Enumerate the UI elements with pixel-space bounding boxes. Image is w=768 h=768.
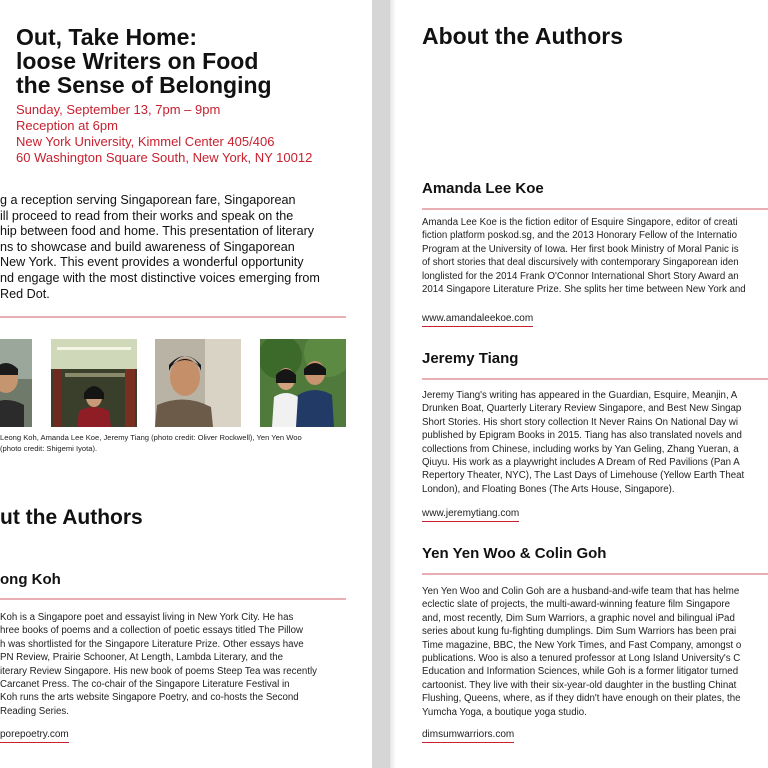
author-bio-jeremy xyxy=(422,389,744,496)
event-reception: Reception at 6pm xyxy=(16,118,118,133)
author-bio-woo-goh xyxy=(422,585,741,719)
event-venue: New York University, Kimmel Center 405/406 xyxy=(16,134,275,149)
event-title xyxy=(16,25,272,97)
bio-line: h was shortlisted for the Singapore Literature Prize. Other essays have xyxy=(0,638,304,650)
event-description xyxy=(0,193,320,302)
caption-line: (photo credit: Shigemi Iyota). xyxy=(0,443,98,453)
section-heading-authors: About the Authors xyxy=(422,23,624,49)
bio-line: London), and Floating Bones (The Arts House, Singapore). xyxy=(422,483,675,495)
bio-line: iterary Review Singapore. His new book of poems Steep Tea was recently xyxy=(0,665,317,677)
caption-line: Leong Koh, Amanda Lee Koe, Jeremy Tiang (photo credit: Oliver Rockwell), Yen Yen Woo xyxy=(0,433,302,442)
bio-line: Time magazine, BBC, the New York Times, and Fast Company, amongst o xyxy=(422,639,742,651)
event-details xyxy=(16,102,312,166)
bio-line: Amanda Lee Koe is the fiction editor of Esquire Singapore, editor of creati xyxy=(422,217,738,228)
intro-line: g a reception serving Singaporean fare, Singaporean xyxy=(0,193,296,207)
divider xyxy=(0,598,346,600)
bio-line: PN Review, Prairie Schooner, At Length, Lambda Literary, and the xyxy=(0,652,284,664)
author-heading-koh: ong Koh xyxy=(0,571,61,588)
bio-line: longlisted for the 2014 Frank O'Connor International Short Story Award an xyxy=(422,270,739,282)
bio-line: collections from Chinese, including works by Yan Geling, Zhang Yueran, a xyxy=(422,443,739,455)
author-link-koh[interactable]: porepoetry.com xyxy=(0,728,69,743)
author-photo-koh xyxy=(0,339,32,427)
divider xyxy=(422,378,768,380)
author-heading-amanda: Amanda Lee Koe xyxy=(422,180,544,197)
author-bio-amanda xyxy=(422,216,746,296)
bio-line: Carcanet Press. The co-chair of the Singapore Literature Festival in xyxy=(0,678,290,690)
author-photo-woo-goh xyxy=(260,339,346,427)
bio-line: Flushing, Queens, where, as if they didn't have enough on their plates, the xyxy=(422,693,741,705)
right-page xyxy=(390,0,768,768)
bio-line: Koh is a Singapore poet and essayist living in New York City. He has xyxy=(0,612,294,623)
title-line: Out, Take Home: xyxy=(16,24,198,50)
bio-line: and, most recently, Dim Sum Warriors, a graphic novel and bilingual iPad xyxy=(422,612,735,624)
bio-line: Yumcha Yoga, a boutique yoga studio. xyxy=(422,706,587,718)
bio-line: Jeremy Tiang's writing has appeared in the Guardian, Esquire, Meanjin, A xyxy=(422,390,738,401)
left-page xyxy=(0,0,372,768)
intro-line: nd engage with the most distinctive voices emerging from xyxy=(0,270,320,285)
intro-line: Red Dot. xyxy=(0,286,50,301)
section-heading-authors-left: ut the Authors xyxy=(0,506,143,529)
divider xyxy=(422,208,768,210)
photo-caption xyxy=(0,433,302,454)
bio-line: Short Stories. His short story collection It Never Rains On National Day wi xyxy=(422,416,739,428)
bio-line: Koh runs the arts website Singapore Poetry, and co-hosts the Second xyxy=(0,692,299,704)
author-photo-amanda xyxy=(51,339,137,427)
bio-line: 2014 Singapore Literature Prize. She splits her time between New York and xyxy=(422,283,746,295)
bio-line: Drunken Boat, Quarterly Literary Review Singapore, and Best New Singap xyxy=(422,403,742,415)
intro-line: ill proceed to read from their works and speak on the xyxy=(0,208,294,223)
author-heading-jeremy: Jeremy Tiang xyxy=(422,350,519,367)
title-line: loose Writers on Food xyxy=(16,48,259,74)
bio-line: Qiuyu. His work as a playwright includes A Dream of Red Pavilions (Pan A xyxy=(422,456,740,468)
bio-line: series about kung fu-fighting dumplings. Dim Sum Warriors has been prai xyxy=(422,626,737,638)
intro-line: New York. This event provides a wonderful opportunity xyxy=(0,255,304,270)
author-link-amanda[interactable]: www.amandaleekoe.com xyxy=(422,312,533,327)
bio-line: cartoonist. They live with their six-year-old daughter in the bustling Chinat xyxy=(422,679,737,691)
bio-line: of short stories that deal discursively with contemporary Singaporean iden xyxy=(422,257,739,269)
bio-line: eclectic slate of projects, the multi-award-winning feature film Singapore xyxy=(422,599,730,611)
bio-line: Education and Information Sciences, while Goh is a former litigator turned xyxy=(422,666,739,678)
bio-line: Reading Series. xyxy=(0,705,69,717)
bio-line: hree books of poems and a collection of poetic essays titled The Pillow xyxy=(0,625,303,637)
author-link-woo-goh[interactable]: dimsumwarriors.com xyxy=(422,728,514,743)
bio-line: Repertory Theater, NYC), The Last Days of Limehouse (Yellow Earth Theat xyxy=(422,470,745,482)
intro-line: hip between food and home. This presentation of literary xyxy=(0,224,315,239)
bio-line: Yen Yen Woo and Colin Goh are a husband-and-wife team that has helme xyxy=(422,586,740,597)
bio-line: fiction platform poskod.sg, and the 2013 Honorary Fellow of the Internatio xyxy=(422,230,738,242)
author-heading-woo-goh: Yen Yen Woo & Colin Goh xyxy=(422,545,607,562)
divider xyxy=(0,316,346,318)
event-date: Sunday, September 13, 7pm – 9pm xyxy=(16,102,221,117)
intro-line: ns to showcase and build awareness of Singaporean xyxy=(0,239,295,254)
bio-line: published by Epigram Books in 2015. Tiang has also translated novels and xyxy=(422,430,742,442)
author-link-jeremy[interactable]: www.jeremytiang.com xyxy=(422,507,519,522)
author-bio-koh xyxy=(0,611,317,718)
bio-line: Program at the University of Iowa. Her first book Ministry of Moral Panic is xyxy=(422,243,739,255)
author-photo-jeremy xyxy=(155,339,241,427)
title-line: the Sense of Belonging xyxy=(16,72,272,98)
event-address: 60 Washington Square South, New York, NY 10012 xyxy=(16,150,313,165)
divider xyxy=(422,573,768,575)
bio-line: publications. Woo is also a tenured professor at Long Island University's C xyxy=(422,652,741,664)
